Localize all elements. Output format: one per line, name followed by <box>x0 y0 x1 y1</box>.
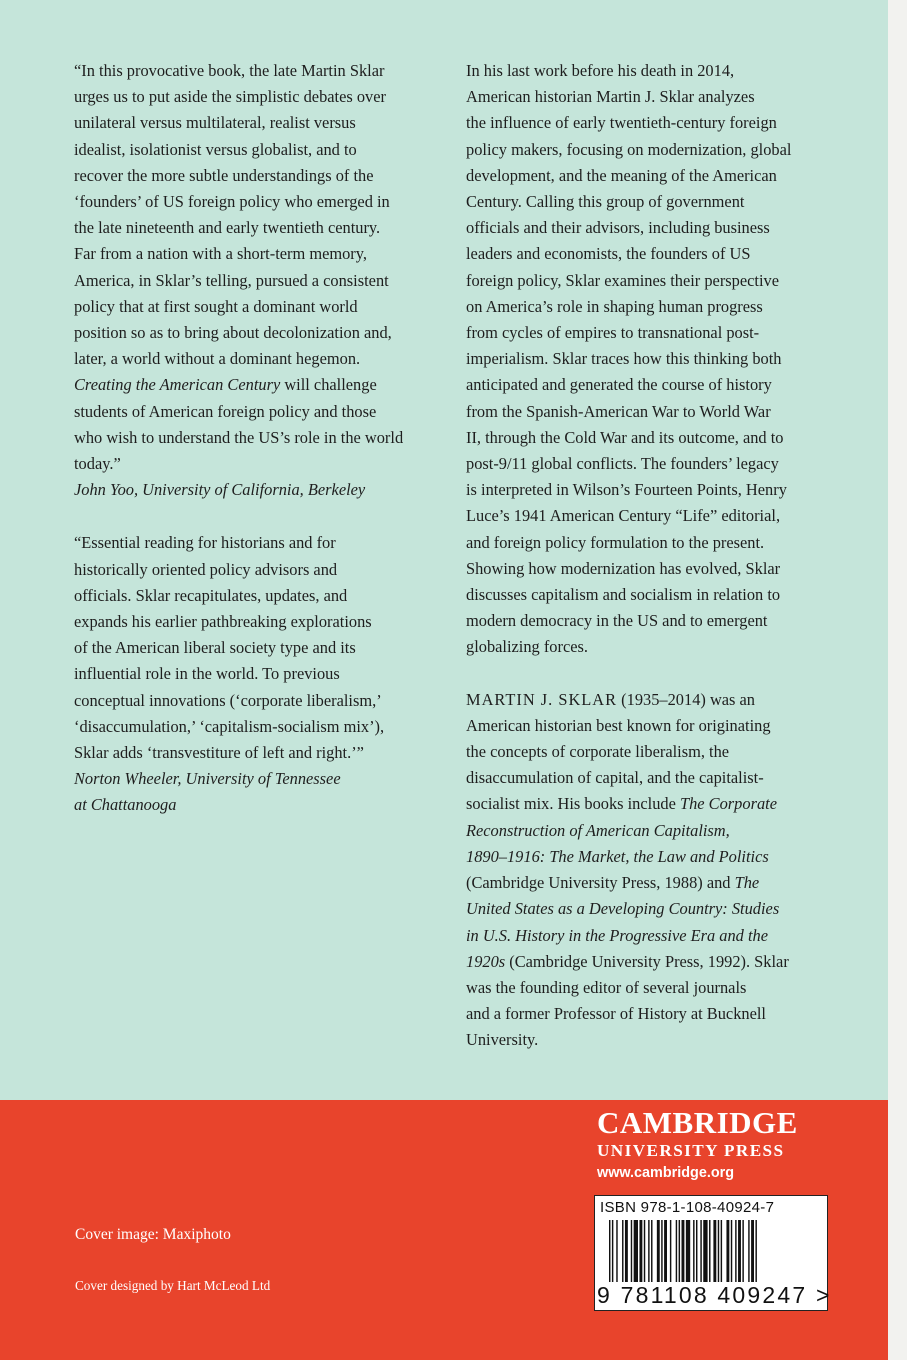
quote-line: position so as to bring about decolonization and, <box>74 323 392 343</box>
quote-line: the late nineteenth and early twentieth century. <box>74 218 381 238</box>
description-line: from cycles of empires to transnational post- <box>466 323 760 343</box>
barcode-bar <box>634 1220 638 1282</box>
description-line: foreign policy, Sklar examines their perspective <box>466 270 779 290</box>
isbn-text: ISBN 978-1-108-40924-7 <box>600 1199 775 1216</box>
barcode-bar <box>713 1220 716 1282</box>
barcode-bar <box>622 1220 623 1282</box>
barcode-bar <box>651 1220 652 1282</box>
quote-attribution: at Chattanooga <box>74 795 177 815</box>
quote-line: conceptual innovations (‘corporate liberalism,’ <box>74 690 382 710</box>
quote-line <box>74 372 446 398</box>
quote-line: today.” <box>74 454 121 474</box>
spine-edge <box>888 0 907 1360</box>
description-line: development, and the meaning of the American <box>466 165 777 185</box>
barcode-bar <box>657 1220 660 1282</box>
bio-line: American historian best known for originating <box>466 715 771 735</box>
book-title: 1890–1916: The Market, the Law and Politics <box>466 846 769 866</box>
endorsements-column <box>74 58 446 819</box>
quote-attribution: Norton Wheeler, University of Tennessee <box>74 769 341 789</box>
publisher-logo <box>597 1107 798 1183</box>
barcode-bar <box>703 1220 707 1282</box>
publisher-subname: UNIVERSITY PRESS <box>597 1141 785 1160</box>
description-line: on America’s role in shaping human progress <box>466 296 763 316</box>
barcode-bar <box>709 1220 710 1282</box>
publisher-url: www.cambridge.org <box>597 1165 734 1181</box>
barcode-bar <box>661 1220 662 1282</box>
description-line: modern democracy in the US and to emergent <box>466 611 768 631</box>
book-title: The Corporate <box>679 794 777 814</box>
quote-line: Sklar adds ‘transvestiture of left and right.’” <box>74 743 364 763</box>
quote-attribution: John Yoo, University of California, Berkeley <box>74 480 366 500</box>
description-line: globalizing forces. <box>466 637 588 657</box>
barcode-bar <box>755 1220 756 1282</box>
quote-text: will challenge <box>280 375 377 395</box>
book-title: Creating the American Century <box>74 375 281 395</box>
barcode-bar <box>682 1220 685 1282</box>
book-title: The <box>734 873 760 893</box>
barcode-bar <box>721 1220 722 1282</box>
book-title: United States as a Developing Country: Studies <box>466 899 780 919</box>
description-column <box>466 58 866 1054</box>
quote-line: of the American liberal society type and its <box>74 638 356 658</box>
bio-line: disaccumulation of capital, and the capitalist- <box>466 768 764 788</box>
barcode-bar <box>735 1220 736 1282</box>
barcode-bar <box>686 1220 690 1282</box>
cover-image-credit: Cover image: Maxiphoto <box>75 1226 231 1243</box>
quote-line: historically oriented policy advisors and <box>74 559 338 579</box>
quote-line: idealist, isolationist versus globalist, and to <box>74 139 357 159</box>
isbn-barcode <box>594 1195 832 1311</box>
barcode-bar <box>644 1220 645 1282</box>
barcode-bar <box>751 1220 754 1282</box>
description-line: Luce’s 1941 American Century “Life” editorial, <box>466 506 781 526</box>
barcode-bar <box>639 1220 642 1282</box>
barcode-bar <box>609 1220 610 1282</box>
description-line: policy makers, focusing on modernization, global <box>466 139 792 159</box>
description-line: American historian Martin J. Sklar analyzes <box>466 87 755 107</box>
bio-line <box>466 818 866 844</box>
description-line: officials and their advisors, including business <box>466 218 770 238</box>
description-line: and foreign policy formulation to the present. <box>466 532 765 552</box>
quote-line: recover the more subtle understandings of the <box>74 165 374 185</box>
barcode-bar <box>648 1220 649 1282</box>
quote-line: later, a world without a dominant hegemon. <box>74 349 361 369</box>
bio-line: 1920s (Cambridge University Press, 1992). Sklar <box>466 951 789 971</box>
bio-line <box>466 923 866 949</box>
quote-line: expands his earlier pathbreaking explorations <box>74 612 372 632</box>
bio-line: MARTIN J. SKLAR (1935–2014) was an <box>466 689 756 709</box>
barcode-bars <box>609 1220 805 1282</box>
description-line: II, through the Cold War and its outcome, and to <box>466 427 784 447</box>
book-title: Reconstruction of American Capitalism, <box>466 820 730 840</box>
book-title: in U.S. History in the Progressive Era and the <box>466 925 768 945</box>
quote-line: influential role in the world. To previous <box>74 664 340 684</box>
book-title: 1920s <box>466 951 506 971</box>
description-line: is interpreted in Wilson’s Fourteen Points, Henry <box>466 480 787 500</box>
barcode-bar <box>718 1220 719 1282</box>
description-line: discusses capitalism and socialism in relation to <box>466 585 781 605</box>
barcode-bar <box>664 1220 667 1282</box>
description-line: Showing how modernization has evolved, Sklar <box>466 558 781 578</box>
description-line: anticipated and generated the course of history <box>466 375 772 395</box>
barcode-bar <box>693 1220 694 1282</box>
spacer <box>466 661 866 687</box>
quote-line: “In this provocative book, the late Martin Sklar <box>74 61 385 80</box>
bio-line <box>466 844 866 870</box>
description-line: the influence of early twentieth-century foreign <box>466 113 777 133</box>
barcode-bar <box>696 1220 697 1282</box>
bio-line: and a former Professor of History at Bucknell <box>466 1004 766 1024</box>
quote-line: “Essential reading for historians and for <box>74 533 336 553</box>
bio-line: was the founding editor of several journals <box>466 977 747 997</box>
barcode-bar <box>670 1220 671 1282</box>
endorsement-quote-1 <box>74 58 446 503</box>
bio-line: University. <box>466 1030 539 1050</box>
barcode-bar <box>731 1220 732 1282</box>
quote-line: ‘founders’ of US foreign policy who emerged in <box>74 192 390 212</box>
quote-line: who wish to understand the US’s role in the world <box>74 427 404 447</box>
description-line: imperialism. Sklar traces how this thinking both <box>466 349 782 369</box>
barcode-bar <box>726 1220 729 1282</box>
description-line: leaders and economists, the founders of US <box>466 244 751 264</box>
barcode-bar <box>738 1220 741 1282</box>
quote-line: students of American foreign policy and those <box>74 401 377 421</box>
barcode-bar <box>625 1220 628 1282</box>
quote-line: urges us to put aside the simplistic debates over <box>74 87 386 107</box>
author-bio <box>466 687 866 1054</box>
barcode-bar <box>631 1220 632 1282</box>
description-line: In his last work before his death in 2014, <box>466 61 735 80</box>
barcode-bar <box>616 1220 617 1282</box>
quote-line: America, in Sklar’s telling, pursued a consistent <box>74 270 389 290</box>
bio-line: socialist mix. His books include The Corporate <box>466 794 777 814</box>
barcode-bar <box>676 1220 677 1282</box>
barcode-bar <box>679 1220 680 1282</box>
barcode-bar <box>748 1220 749 1282</box>
description-line: Century. Calling this group of government <box>466 192 745 212</box>
book-description <box>466 58 866 661</box>
author-name: MARTIN J. SKLAR <box>466 689 618 709</box>
barcode-bar <box>742 1220 743 1282</box>
spacer <box>74 503 446 530</box>
quote-line: unilateral versus multilateral, realist versus <box>74 113 356 133</box>
description-line: post-9/11 global conflicts. The founders’ legacy <box>466 454 779 474</box>
quote-line: ‘disaccumulation,’ ‘capitalism-socialism mix’), <box>74 716 385 736</box>
bio-line <box>466 896 866 922</box>
publisher-name: CAMBRIDGE <box>597 1105 798 1140</box>
barcode-bar <box>700 1220 701 1282</box>
bio-line: the concepts of corporate liberalism, the <box>466 742 730 762</box>
quote-line: officials. Sklar recapitulates, updates, and <box>74 585 348 605</box>
description-line: from the Spanish-American War to World War <box>466 401 771 421</box>
cover-design-credit: Cover designed by Hart McLeod Ltd <box>75 1278 271 1293</box>
bio-line: (Cambridge University Press, 1988) and The <box>466 873 760 893</box>
endorsement-quote-2 <box>74 530 446 818</box>
barcode-digits: 9 781108 409247 > <box>597 1282 832 1308</box>
barcode-bar <box>612 1220 613 1282</box>
quote-line: Far from a nation with a short-term memory, <box>74 244 367 264</box>
quote-line: policy that at first sought a dominant world <box>74 296 358 316</box>
